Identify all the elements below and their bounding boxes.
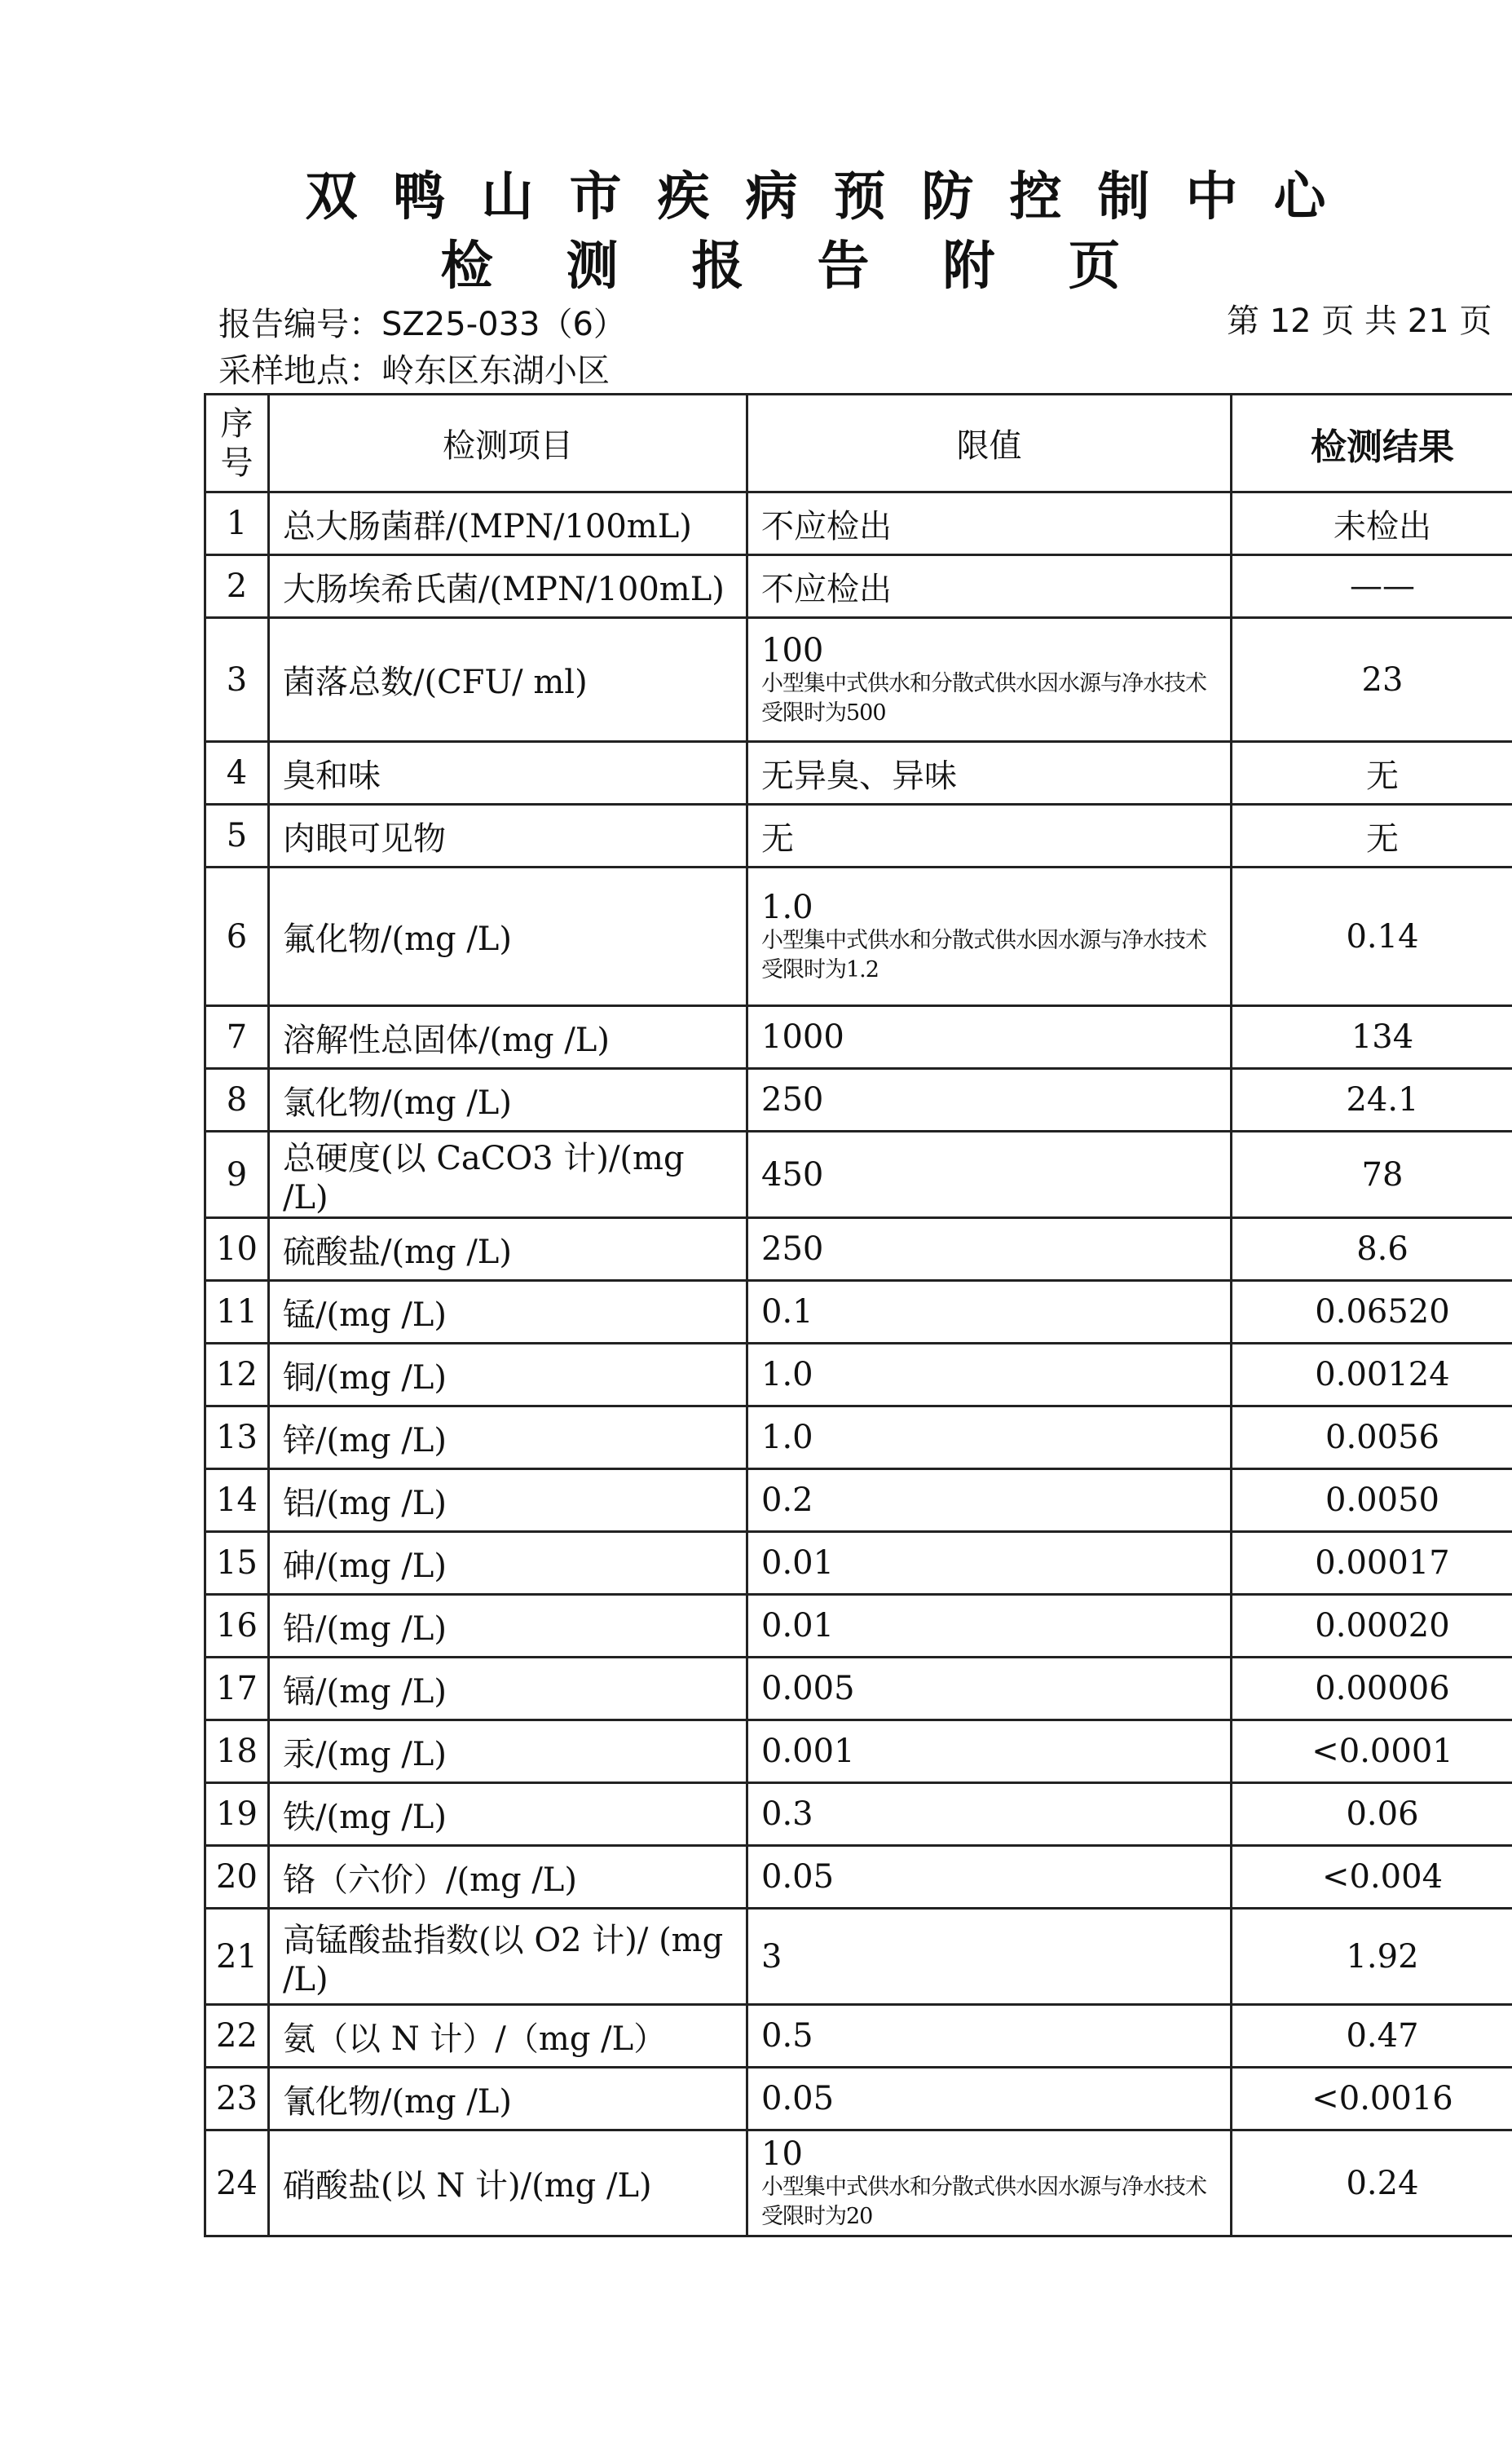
test-result: 0.00017 [1232,1532,1512,1595]
table-row [205,1909,1512,2005]
table-row [205,1006,1512,1069]
limit-value: 0.05 [747,2068,1232,2130]
table-row [205,805,1512,868]
table-row [205,1846,1512,1909]
limit-main: 1.0 [761,888,813,926]
test-result: 0.0056 [1232,1406,1512,1469]
table-row [205,1469,1512,1532]
test-item: 氰化物/(mg /L) [269,2068,747,2130]
row-number: 23 [205,2068,269,2130]
row-number: 16 [205,1595,269,1658]
row-number: 22 [205,2005,269,2068]
table-row [205,1658,1512,1720]
row-number: 2 [205,555,269,618]
limit-value: 3 [747,1909,1232,2005]
document-subtitle: 检测报告附页 [440,236,1194,297]
table-row [205,1069,1512,1132]
row-number: 19 [205,1783,269,1846]
limit-value: 1.0 [747,1344,1232,1406]
sampling-site: 采样地点：岭东区东湖小区 [218,352,610,390]
test-item: 铜/(mg /L) [269,1344,747,1406]
limit-note: 小型集中式供水和分散式供水因水源与净水技术受限时为500 [761,670,1206,726]
limit-main: 100 [761,631,824,669]
test-item: 硝酸盐(以 N 计)/(mg /L) [269,2130,747,2236]
limit-value: 0.1 [747,1281,1232,1344]
row-number: 21 [205,1909,269,2005]
limit-value: 1000 [747,1006,1232,1069]
page-info: 第 12 页 共 21 页 [1227,302,1492,340]
table-row [205,1532,1512,1595]
row-number: 24 [205,2130,269,2236]
limit-note: 小型集中式供水和分散式供水因水源与净水技术受限时为20 [761,2174,1206,2229]
limit-value: 450 [747,1132,1232,1218]
results-table [204,393,1512,2237]
table-row [205,1132,1512,1218]
row-number: 7 [205,1006,269,1069]
row-number: 4 [205,742,269,805]
table-row [205,2130,1512,2236]
test-item: 菌落总数/(CFU/ ml) [269,618,747,742]
row-number: 15 [205,1532,269,1595]
table-row [205,1595,1512,1658]
test-result: 0.06520 [1232,1281,1512,1344]
limit-value: 不应检出 [747,492,1232,555]
test-result: 0.0050 [1232,1469,1512,1532]
test-item: 氯化物/(mg /L) [269,1069,747,1132]
table-row [205,1218,1512,1281]
test-result: 0.47 [1232,2005,1512,2068]
test-item: 氟化物/(mg /L) [269,868,747,1006]
row-number: 8 [205,1069,269,1132]
row-number: 13 [205,1406,269,1469]
test-result: 无 [1232,805,1512,868]
row-number: 6 [205,868,269,1006]
limit-value: 250 [747,1069,1232,1132]
limit-value: 0.05 [747,1846,1232,1909]
row-number: 1 [205,492,269,555]
test-item: 锌/(mg /L) [269,1406,747,1469]
test-item: 硫酸盐/(mg /L) [269,1218,747,1281]
table-row [205,2005,1512,2068]
test-item: 铬（六价）/(mg /L) [269,1846,747,1909]
limit-value: 0.01 [747,1595,1232,1658]
test-result: 1.92 [1232,1909,1512,2005]
test-item: 总硬度(以 CaCO3 计)/(mg /L) [269,1132,747,1218]
header-limit: 限值 [747,395,1232,492]
test-result: 未检出 [1232,492,1512,555]
table-row [205,492,1512,555]
table-header-row [205,395,1512,492]
test-item: 砷/(mg /L) [269,1532,747,1595]
header-no: 序号 [205,395,269,492]
table-row [205,1406,1512,1469]
limit-value: 无异臭、异味 [747,742,1232,805]
row-number: 5 [205,805,269,868]
limit-value: 0.5 [747,2005,1232,2068]
table-row [205,618,1512,742]
header-item: 检测项目 [269,395,747,492]
test-item: 锰/(mg /L) [269,1281,747,1344]
row-number: 17 [205,1658,269,1720]
limit-value [747,618,1232,742]
test-result: 8.6 [1232,1218,1512,1281]
test-item: 高锰酸盐指数(以 O2 计)/ (mg /L) [269,1909,747,2005]
row-number: 12 [205,1344,269,1406]
row-number: 3 [205,618,269,742]
test-result: <0.0001 [1232,1720,1512,1783]
test-result: 134 [1232,1006,1512,1069]
test-item: 汞/(mg /L) [269,1720,747,1783]
table-row [205,868,1512,1006]
row-number: 11 [205,1281,269,1344]
table-row [205,1344,1512,1406]
test-item: 镉/(mg /L) [269,1658,747,1720]
test-result: <0.004 [1232,1846,1512,1909]
row-number: 10 [205,1218,269,1281]
table-row [205,555,1512,618]
test-item: 氨（以 N 计）/（mg /L） [269,2005,747,2068]
table-row [205,742,1512,805]
test-result: 0.24 [1232,2130,1512,2236]
test-result: 0.00006 [1232,1658,1512,1720]
test-result: 0.00020 [1232,1595,1512,1658]
limit-value: 0.01 [747,1532,1232,1595]
header-result: 检测结果 [1232,395,1512,492]
limit-value: 0.001 [747,1720,1232,1783]
test-item: 肉眼可见物 [269,805,747,868]
limit-value [747,868,1232,1006]
row-number: 18 [205,1720,269,1783]
table-row [205,1281,1512,1344]
document-title: 双鸭山市疾病预防控制中心 [305,167,1362,227]
table-row [205,2068,1512,2130]
test-result: 24.1 [1232,1069,1512,1132]
test-result: —— [1232,555,1512,618]
report-number: 报告编号：SZ25-033（6） [218,306,626,343]
test-item: 臭和味 [269,742,747,805]
test-item: 铝/(mg /L) [269,1469,747,1532]
table-row [205,1783,1512,1846]
row-number: 9 [205,1132,269,1218]
row-number: 14 [205,1469,269,1532]
test-result: 78 [1232,1132,1512,1218]
limit-value [747,2130,1232,2236]
limit-main: 10 [761,2135,803,2173]
row-number: 20 [205,1846,269,1909]
limit-value: 不应检出 [747,555,1232,618]
limit-note: 小型集中式供水和分散式供水因水源与净水技术受限时为1.2 [761,927,1206,982]
limit-value: 无 [747,805,1232,868]
test-item: 溶解性总固体/(mg /L) [269,1006,747,1069]
test-item: 铅/(mg /L) [269,1595,747,1658]
limit-value: 0.3 [747,1783,1232,1846]
test-result: <0.0016 [1232,2068,1512,2130]
limit-value: 1.0 [747,1406,1232,1469]
test-item: 总大肠菌群/(MPN/100mL) [269,492,747,555]
test-result: 0.14 [1232,868,1512,1006]
table-row [205,1720,1512,1783]
test-item: 铁/(mg /L) [269,1783,747,1846]
test-result: 0.06 [1232,1783,1512,1846]
limit-value: 0.2 [747,1469,1232,1532]
test-result: 0.00124 [1232,1344,1512,1406]
limit-value: 0.005 [747,1658,1232,1720]
test-result: 无 [1232,742,1512,805]
limit-value: 250 [747,1218,1232,1281]
test-item: 大肠埃希氏菌/(MPN/100mL) [269,555,747,618]
test-result: 23 [1232,618,1512,742]
